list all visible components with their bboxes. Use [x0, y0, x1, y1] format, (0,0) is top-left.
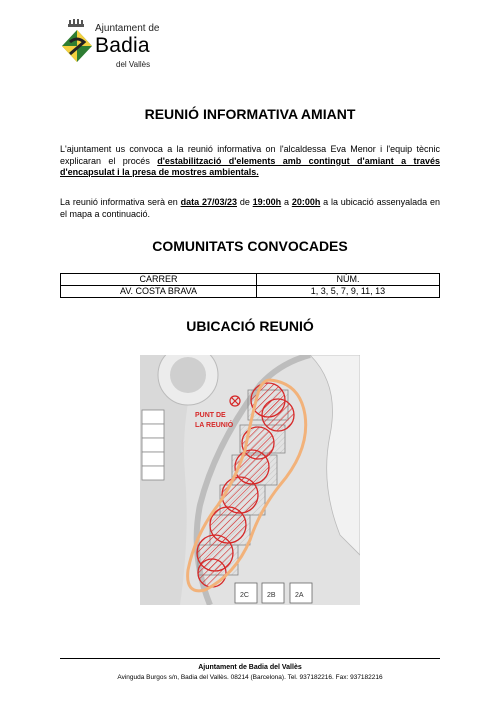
- meeting-label-2: LA REUNIÓ: [195, 422, 234, 429]
- org-name-line2: Badia: [95, 34, 150, 57]
- table-cell-numbers: 1, 3, 5, 7, 9, 11, 13: [257, 286, 440, 298]
- table-cell-street: AV. COSTA BRAVA: [61, 286, 257, 298]
- schedule-text-4: a la ubicació assenyalada en el mapa a continuació.: [60, 197, 440, 219]
- table-header-row: [61, 274, 440, 286]
- communities-table: [60, 273, 440, 298]
- schedule-paragraph: [60, 197, 440, 220]
- table-header-number: NÚM.: [257, 274, 440, 286]
- block-label-2c: 2C: [240, 592, 249, 599]
- intro-text: L'ajuntament us convoca a la reunió informativa on l'alcaldessa Eva Menor i l'equip tècnic explicaran el procés: [60, 144, 440, 166]
- intro-bold-text: d'estabilització d'elements amb contingut d'amiant a través d'encapsulat i la presa de mostres ambientals.: [60, 155, 440, 177]
- document-title: REUNIÓ INFORMATIVA AMIANT: [144, 106, 356, 122]
- meeting-end-time: 20:00h: [291, 197, 321, 207]
- logo: [60, 18, 170, 76]
- location-map: [140, 355, 360, 605]
- block-label-2a: 2A: [295, 592, 304, 599]
- org-name-line3: del Vallès: [116, 60, 151, 69]
- location-heading: UBICACIÓ REUNIÓ: [186, 318, 314, 334]
- footer-address: Avinguda Burgos s/n, Badia del Vallès. 08214 (Barcelona). Tel. 937182216. Fax: 937182216: [117, 674, 383, 681]
- footer-org-name: Ajuntament de Badia del Vallès: [198, 664, 302, 671]
- meeting-label-1: PUNT DE: [195, 412, 226, 419]
- intro-paragraph: [60, 144, 440, 179]
- schedule-text-1: La reunió informativa serà en: [60, 197, 181, 207]
- meeting-start-time: 19:00h: [252, 197, 282, 207]
- communities-heading: COMUNITATS CONVOCADES: [152, 238, 348, 254]
- map-drawing: [140, 355, 360, 605]
- meeting-date: data 27/03/23: [180, 197, 237, 207]
- schedule-text-3: a: [281, 197, 292, 207]
- table-row: [61, 286, 440, 298]
- org-name-line1: Ajuntament de: [95, 23, 160, 34]
- block-label-2b: 2B: [267, 592, 276, 599]
- schedule-text-2: de: [237, 197, 253, 207]
- footer-divider: [60, 658, 440, 659]
- table-header-street: CARRER: [61, 274, 257, 286]
- coat-of-arms-icon: [60, 18, 94, 76]
